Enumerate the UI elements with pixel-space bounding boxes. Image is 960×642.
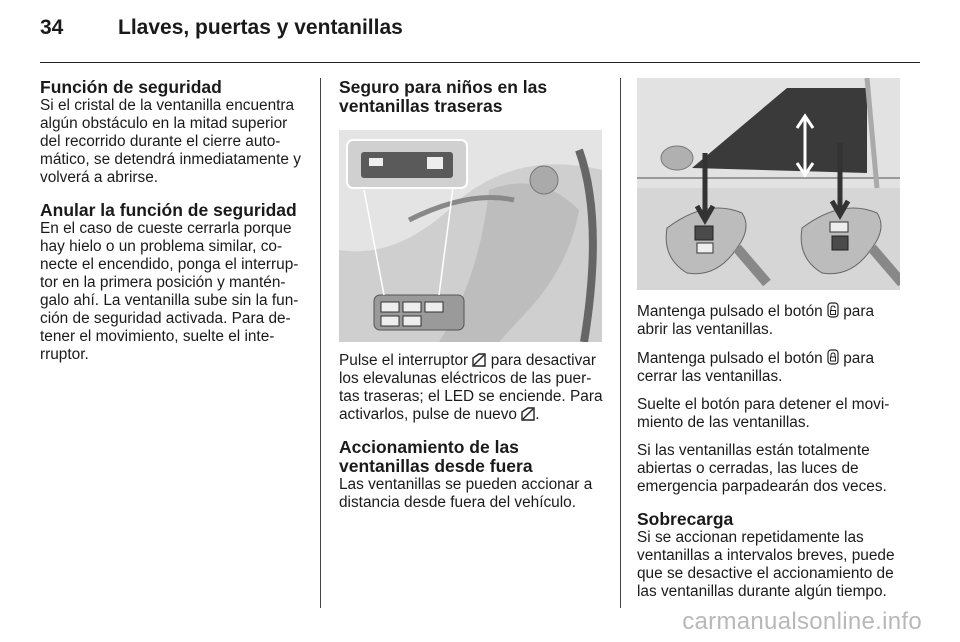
- hazard-lights-text: Si las ventanillas están totalmente abiertas o cerradas, las luces de emergencia parpadearán dos veces.: [637, 442, 887, 495]
- watermark: carmanualsonline.info: [682, 608, 922, 635]
- column-divider-2: [620, 78, 621, 608]
- release-button-text: Suelte el botón para detener el movi- miento de las ventanillas.: [637, 396, 890, 431]
- lock-button-text: Mantenga pulsado el botón para cerrar las ventanillas.: [637, 350, 875, 385]
- safety-function-text: Si el cristal de la ventanilla encuentra algún obstáculo en la mitad superior del recorrido durante el cierre auto- mático, se detendrá inmediatamente y volverá a abrirse.: [40, 97, 301, 186]
- section-heading-safety-function: Función de seguridad: [40, 77, 222, 97]
- unlock-button-text: Mantenga pulsado el botón para abrir las ventanillas.: [637, 303, 875, 338]
- remote-key-drawing: [637, 78, 900, 290]
- remote-key-illustration: [637, 78, 900, 290]
- section-heading-overload: Sobrecarga: [637, 509, 734, 529]
- column-2: [339, 78, 605, 512]
- page-header: [40, 16, 403, 50]
- key-unlock-icon: [827, 302, 839, 318]
- remote-operation-text: Las ventanillas se pueden accionar a distancia desde fuera del vehículo.: [339, 476, 593, 511]
- overload-text: Si se accionan repetidamente las ventanillas a intervalos breves, puede que se desactive el accionamiento de las ventanillas durante algún tiempo.: [637, 529, 895, 600]
- key-lock-icon: [827, 349, 839, 365]
- column-3: [637, 78, 903, 601]
- section-heading-remote-operation: Accionamiento de las ventanillas desde fuera: [339, 437, 533, 476]
- child-lock-window-icon: [472, 353, 486, 367]
- child-lock-window-icon: [521, 407, 535, 421]
- header-rule: [40, 62, 920, 63]
- child-lock-text: Pulse el interruptor para desactivar los elevalunas eléctricos de las puer- tas traseras; el LED se enciende. Para activarlos, pulse de nuevo .: [339, 352, 603, 423]
- section-heading-child-lock: Seguro para niños en las ventanillas traseras: [339, 77, 548, 116]
- column-1: [40, 78, 308, 364]
- page-title: Llaves, puertas y ventanillas: [118, 16, 403, 39]
- column-divider-1: [320, 78, 321, 608]
- page-number: 34: [40, 16, 64, 39]
- door-panel-drawing: [339, 130, 602, 342]
- override-safety-text: En el caso de cueste cerrarla porque hay hielo o un problema similar, co- necte el encendido, ponga el interrup- tor en la primera posición y mantén- galo ahí. La ventanilla sube sin la fun- ción de seguridad activada. Para de- tener el movimiento, suelte el inte- rruptor.: [40, 220, 299, 363]
- section-heading-override-safety: Anular la función de seguridad: [40, 200, 297, 220]
- door-panel-illustration: [339, 130, 602, 342]
